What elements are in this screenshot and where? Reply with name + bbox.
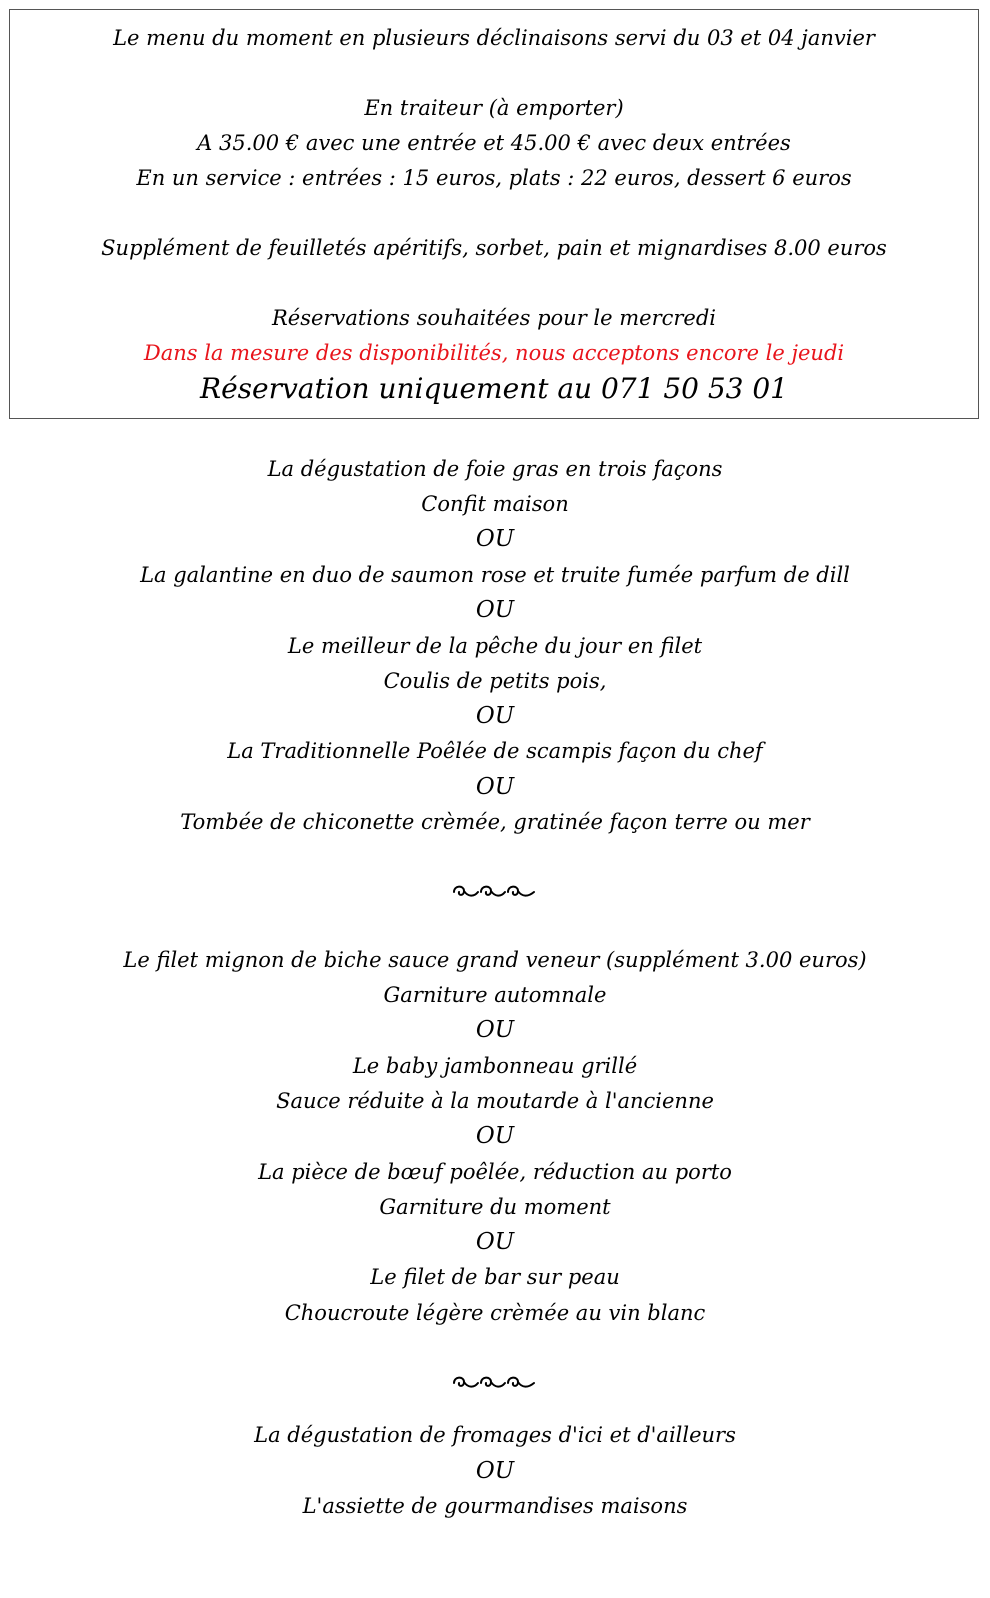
or-divider: OU	[475, 597, 515, 623]
ornament-separator-icon	[0, 882, 990, 902]
info-box	[9, 9, 979, 419]
ornament-separator-icon	[0, 1373, 990, 1393]
plat-boeuf: La pièce de bœuf poêlée, réduction au porto	[258, 1160, 732, 1184]
supplement-line: Supplément de feuilletés apéritifs, sorbet, pain et mignardises 8.00 euros	[101, 236, 887, 260]
or-divider: OU	[475, 1458, 515, 1484]
or-divider: OU	[475, 1123, 515, 1149]
takeaway-title: En traiteur (à emporter)	[364, 96, 624, 120]
reservation-thursday-note: Dans la mesure des disponibilités, nous acceptons encore le jeudi	[143, 341, 845, 365]
service-prices: En un service : entrées : 15 euros, plats : 22 euros, dessert 6 euros	[136, 166, 852, 190]
plat-jambonneau: Le baby jambonneau grillé	[352, 1054, 638, 1078]
or-divider: OU	[475, 1017, 515, 1043]
entree-galantine: La galantine en duo de saumon rose et truite fumée parfum de dill	[140, 563, 850, 587]
reservation-wednesday: Réservations souhaitées pour le mercredi	[271, 306, 716, 330]
menu-dates-line: Le menu du moment en plusieurs déclinaisons servi du 03 et 04 janvier	[113, 26, 875, 50]
entree-foie-gras-detail: Confit maison	[421, 492, 569, 516]
entree-foie-gras: La dégustation de foie gras en trois façons	[267, 457, 723, 481]
reservation-phone: Réservation uniquement au 071 50 53 01	[200, 372, 788, 405]
plat-biche: Le filet mignon de biche sauce grand veneur (supplément 3.00 euros)	[123, 948, 867, 972]
dessert-fromages: La dégustation de fromages d'ici et d'ailleurs	[254, 1423, 736, 1447]
dessert-gourmandises: L'assiette de gourmandises maisons	[302, 1494, 688, 1518]
plat-boeuf-detail: Garniture du moment	[379, 1195, 611, 1219]
or-divider: OU	[475, 703, 515, 729]
entree-chiconette: Tombée de chiconette crèmée, gratinée façon terre ou mer	[180, 810, 810, 834]
or-divider: OU	[475, 526, 515, 552]
or-divider: OU	[475, 1229, 515, 1255]
plat-biche-detail: Garniture automnale	[383, 983, 607, 1007]
entree-peche-detail: Coulis de petits pois,	[383, 669, 607, 693]
plat-jambonneau-detail: Sauce réduite à la moutarde à l'ancienne	[276, 1089, 714, 1113]
entree-scampis: La Traditionnelle Poêlée de scampis façon du chef	[227, 739, 763, 763]
takeaway-prices: A 35.00 € avec une entrée et 45.00 € avec deux entrées	[197, 131, 791, 155]
plat-bar: Le filet de bar sur peau	[370, 1265, 620, 1289]
entree-peche: Le meilleur de la pêche du jour en filet	[287, 634, 703, 658]
or-divider: OU	[475, 774, 515, 800]
plat-bar-detail: Choucroute légère crèmée au vin blanc	[284, 1301, 706, 1325]
